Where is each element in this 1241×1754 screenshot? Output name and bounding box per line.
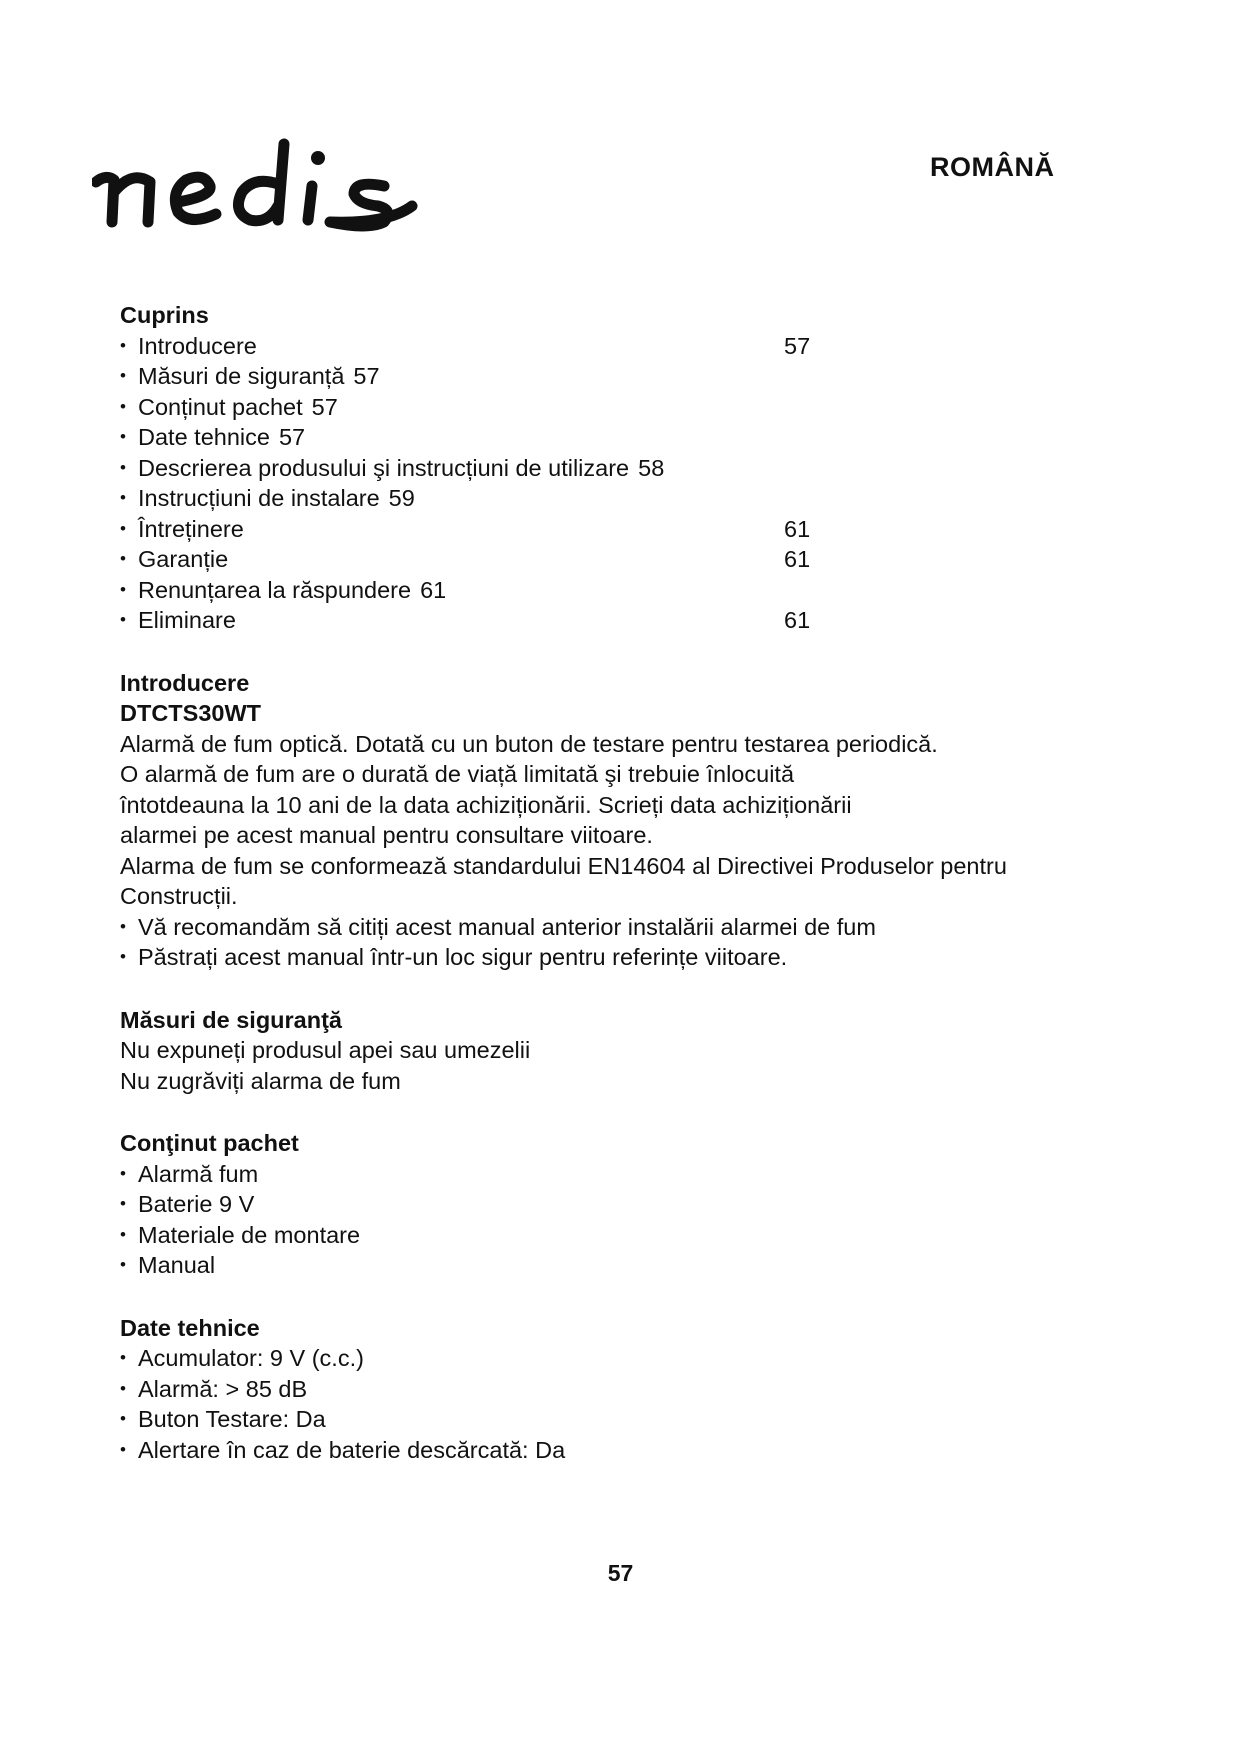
toc-item [120, 361, 1080, 392]
intro-paragraph: O alarmă de fum are o durată de viață limitată şi trebuie înlocuită întotdeauna la 10 ani de la data achiziționării. Scrieți data achiziționării alarmei pe acest manual pentru consultare viitoare. [120, 761, 852, 848]
language-label: ROMÂNĂ [930, 152, 1055, 182]
list-item: • Alarmă fum [120, 1159, 1080, 1190]
toc-item-page: 61 [784, 546, 811, 572]
intro-paragraph: Alarmă de fum optică. Dotată cu un buton de testare pentru testarea periodică. [120, 730, 938, 757]
toc-item-page: 61 [420, 576, 447, 603]
toc-item [120, 331, 1080, 362]
toc-item-page: 57 [353, 363, 380, 389]
nedis-logo [92, 136, 452, 246]
toc-item-label: Renunțarea la răspundere [138, 576, 412, 603]
toc-item-label: Introducere [138, 332, 257, 359]
toc-item-label: Garanție [138, 546, 229, 572]
toc-item [120, 575, 1080, 606]
toc-item [120, 605, 1080, 636]
list-item: • Buton Testare: Da [120, 1404, 1080, 1435]
toc-item-label: Date tehnice [138, 424, 270, 450]
page-number: 57 [607, 1560, 634, 1586]
toc-item-page: 61 [784, 607, 811, 633]
toc-item [120, 392, 1080, 423]
toc-heading: Cuprins [120, 302, 209, 328]
toc-item-page: 57 [784, 332, 811, 359]
safety-line: Nu zugrăviți alarma de fum [120, 1067, 401, 1094]
toc-item-page: 58 [638, 454, 665, 481]
list-item: • Baterie 9 V [120, 1189, 1080, 1220]
document-body [120, 300, 1080, 1465]
toc-item-label: Măsuri de siguranță [138, 363, 345, 389]
toc-item [120, 544, 1080, 575]
section-safety [120, 1005, 1080, 1097]
section-package-contents [120, 1128, 1080, 1281]
toc-item-page: 57 [311, 393, 338, 420]
toc-item [120, 514, 1080, 545]
list-item: • Acumulator: 9 V (c.c.) [120, 1343, 1080, 1374]
toc-item-label: Conținut pachet [138, 393, 303, 420]
toc-item-page: 57 [278, 424, 306, 450]
toc-item-label: Descrierea produsului şi instrucțiuni de utilizare [138, 454, 630, 481]
safety-line: Nu expuneți produsul apei sau umezelii [120, 1037, 531, 1063]
toc-item [120, 453, 1080, 484]
list-item: • Alarmă: > 85 dB [120, 1374, 1080, 1405]
toc-item-page: 59 [388, 485, 415, 511]
intro-paragraph: Alarma de fum se conformează standardului EN14604 al Directivei Produselor pentru Construcții. [120, 852, 1007, 909]
toc-item-label: Instrucțiuni de instalare [138, 485, 380, 511]
toc-item-label: Întreținere [138, 515, 244, 542]
list-item: • Manual [120, 1250, 1080, 1281]
list-item: • Alertare în caz de baterie descărcată: Da [120, 1435, 1080, 1466]
package-heading: Conţinut pachet [120, 1130, 299, 1156]
section-introduction [120, 668, 1080, 973]
table-of-contents [120, 300, 1080, 636]
specs-heading: Date tehnice [120, 1314, 260, 1341]
toc-item [120, 483, 1080, 514]
toc-item-label: Eliminare [138, 607, 236, 633]
toc-item [120, 422, 1080, 453]
model-number: DTCTS30WT [120, 700, 261, 726]
list-item: • Materiale de montare [120, 1220, 1080, 1251]
list-item: • Păstrați acest manual într-un loc sigur pentru referințe viitoare. [120, 942, 1080, 973]
toc-item-page: 61 [784, 515, 811, 542]
intro-heading: Introducere [120, 669, 250, 696]
toc-list [120, 331, 1080, 636]
safety-heading: Măsuri de siguranţă [120, 1006, 342, 1033]
section-technical-data [120, 1313, 1080, 1466]
list-item: • Vă recomandăm să citiți acest manual anterior instalării alarmei de fum [120, 912, 1080, 943]
